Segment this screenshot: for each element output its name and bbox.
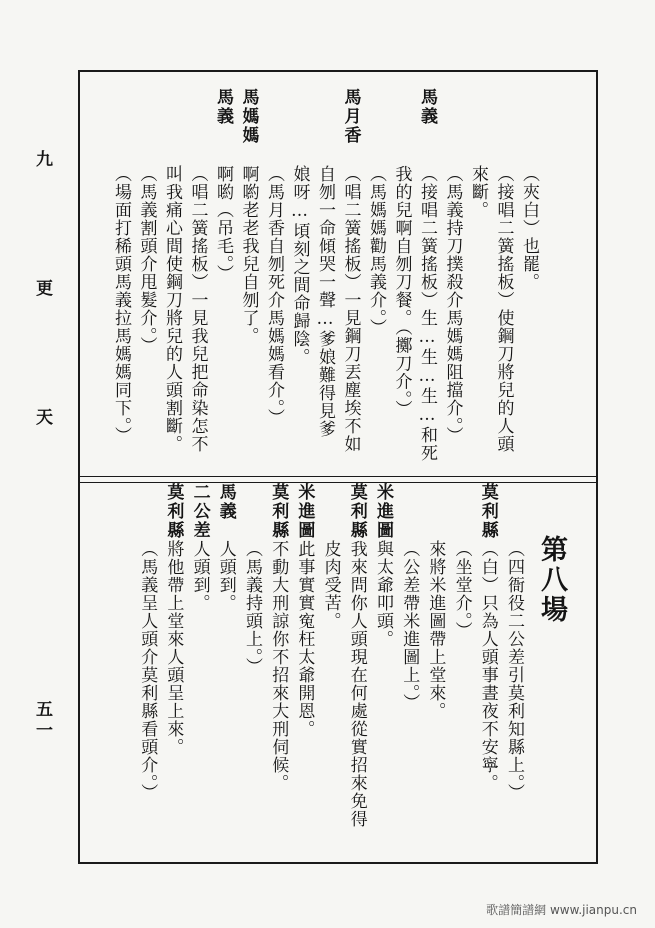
- script-line: 我的兒啊自刎刀餐。（擲刀介。）: [391, 165, 412, 418]
- script-line: （坐堂介。）: [451, 540, 472, 640]
- script-line: （夾白）也罷。: [519, 165, 539, 291]
- section-divider: [78, 476, 596, 477]
- script-line: （白）只為人頭事晝夜不安寧。: [477, 540, 498, 792]
- script-line: 自刎一命傾哭一聲…爹娘難得見爹: [315, 165, 335, 438]
- script-line: （接唱二簧搖板）使鋼刀將兒的人頭: [493, 165, 514, 453]
- speaker-label: 米進圖: [373, 483, 393, 540]
- script-line: 將他帶上堂來人頭呈上來。: [163, 540, 184, 756]
- script-line: 我來問你人頭現在何處從實招來免得: [346, 540, 367, 828]
- script-line: （四衙役二公差引莫利知縣上。）: [504, 540, 524, 802]
- speaker-label: 莫利縣: [163, 483, 184, 540]
- speaker-label: 二公差: [189, 483, 210, 540]
- script-line: （唱二簧搖板）一見鋼刀丟塵埃不如: [340, 165, 361, 453]
- script-line: 人頭到。: [189, 540, 210, 612]
- speaker-label: 馬義: [215, 483, 236, 521]
- running-title: 九 更 天: [32, 150, 52, 471]
- watermark: 歌譜簡譜網 www.jianpu.cn: [486, 903, 637, 917]
- script-line: 人頭到。: [215, 540, 236, 612]
- script-line: 叫我痛心間使鋼刀將兒的人頭割斷。: [162, 165, 182, 453]
- script-line: （馬義持頭上。）: [242, 540, 262, 676]
- script-line: 啊喲老老我兒自刎了。: [238, 165, 259, 345]
- speaker-label: 馬月香: [340, 88, 361, 145]
- script-line: 來斷。: [468, 165, 488, 219]
- speaker-label: 莫利縣: [346, 483, 367, 540]
- speaker-label: 馬媽媽: [238, 88, 259, 145]
- script-line: 此事實實寃枉太爺開恩。: [294, 540, 315, 738]
- script-line: （馬義呈人頭介莫利縣看頭介。）: [137, 540, 158, 802]
- script-line: （馬月香自刎死介馬媽媽看介。）: [264, 165, 284, 427]
- speaker-label: 米進圖: [294, 483, 315, 540]
- script-line: （唱二簧搖板）一見我兒把命染怎不: [187, 165, 208, 453]
- script-line: 來將米進圖帶上堂來。: [425, 540, 446, 720]
- script-line: （馬義割頭介甩髮介。）: [136, 165, 157, 355]
- speaker-label: 莫利縣: [268, 483, 289, 540]
- speaker-label: 莫利縣: [477, 483, 498, 540]
- script-line: 皮肉受苦。: [320, 540, 341, 630]
- script-line: （馬媽媽勸馬義介。）: [366, 165, 386, 337]
- speaker-label: 馬義: [417, 88, 437, 126]
- script-line: （場面打稀頭馬義拉馬媽媽同下。）: [111, 165, 131, 445]
- speaker-label: 馬義: [213, 88, 233, 126]
- script-line: 啊喲（吊毛。）: [213, 165, 233, 283]
- scene-title: 第八場: [536, 535, 567, 625]
- script-line: 娘呀…頃刻之間命歸陰。: [289, 165, 310, 366]
- script-line: （接唱二簧搖板）生…生…生…和死: [417, 165, 437, 462]
- script-line: （公差帶米進圖上。）: [399, 540, 420, 712]
- script-line: （馬義持刀撲殺介馬媽媽阻擋介。）: [442, 165, 463, 445]
- page-number: 五一: [32, 700, 52, 742]
- script-line: 與太爺叩頭。: [373, 540, 393, 648]
- script-line: 不動大刑諒你不招來大刑伺候。: [268, 540, 289, 792]
- section-divider-inner: [78, 482, 596, 483]
